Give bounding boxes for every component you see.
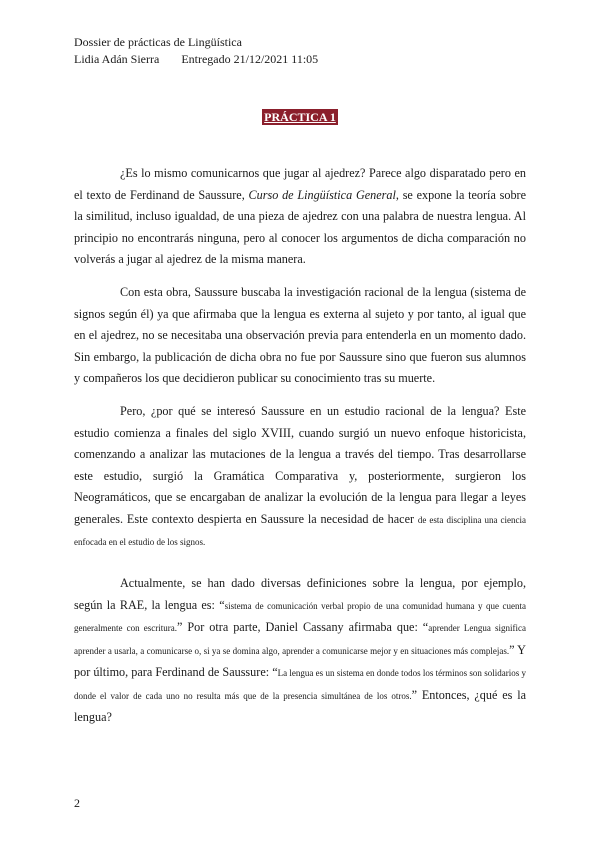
practice-title: PRÁCTICA 1 [264, 110, 336, 124]
paragraph-3-text-b: de esta disciplina una ciencia enfocada en el estudio de los signos. [74, 514, 526, 547]
quote-saussure: La lengua es un sistema en donde todos los términos son solidarios y donde el valor de cada uno no resulta más que de la presencia simultánea de los otros. [74, 668, 526, 701]
header-delivered: Entregado 21/12/2021 11:05 [181, 52, 319, 66]
paragraph-1-text-a: ¿Es lo mismo comunicarnos que jugar al ajedrez? Parece algo disparatado pero en el texto de Ferdinand de Saussure, [74, 166, 526, 202]
paragraph-4-text-d: ” Entonces, ¿qué es la lengua? [74, 687, 526, 724]
quote-rae: sistema de comunicación verbal propio de una comunidad humana y que cuenta generalmente con escritura. [74, 600, 526, 633]
quote-cassany: aprender Lengua significa aprender a usarla, a comunicarse o, si ya se domina algo, aprender a comunicarse mejor y en situaciones más complejas. [74, 623, 526, 656]
paragraph-1-text-b: , se expone la teoría sobre la similitud, incluso igualdad, de una pieza de ajedrez con una palabra de nuestra lengua. Al principio no encontrarás ninguna, pero al conocer los argumentos de dicha comparación no volverás a jugar al ajedrez de la misma manera. [74, 187, 527, 266]
book-title: Curso de Lingüística General [248, 187, 396, 202]
paragraph-2-text: Con esta obra, Saussure buscaba la investigación racional de la lengua (sistema de signos según él) ya que afirmaba que la lengua es externa al sujeto y por tanto, al igual que en el ajedrez, no se necesitaba una observación previa para entenderla en un momento dado. Sin embargo, la publicación de dicha obra no fue por Saussure sino que fueron sus alumnos y compañeros los que decidieron publicar su conocimiento tras su muerte. [74, 285, 526, 385]
title-container [0, 108, 600, 126]
paragraph-4-text-a: Actualmente, se han dado diversas definiciones sobre la lengua, por ejemplo, según la RAE, la lengua es: “ [74, 576, 526, 612]
page-number: 2 [74, 796, 80, 810]
header-course: Dossier de prácticas de Lingüística [74, 35, 242, 49]
header-meta [74, 51, 318, 67]
paragraph-1 [74, 163, 526, 271]
paragraph-3-text-a: Pero, ¿por qué se interesó Saussure en un estudio racional de la lengua? Este estudio comienza a finales del siglo XVIII, cuando surgió un nuevo enfoque historicista, comenzando a analizar las mutaciones de la lengua a través del tiempo. Tras desarrollarse este estudio, surgió la Gramática Comparativa y, posteriormente, surgieron los Neogramáticos, que se encargaban de analizar la evolución de la lengua para llegar a leyes generales. Este contexto despierta en Saussure la necesidad de hacer [74, 404, 526, 526]
paragraph-4 [74, 573, 526, 729]
paragraph-2 [74, 282, 526, 390]
header-author: Lidia Adán Sierra [74, 52, 160, 66]
paragraph-4-text-b: ” Por otra parte, Daniel Cassany afirmaba que: “ [177, 620, 429, 634]
paragraph-4-text-c: ” Y por último, para Ferdinand de Saussure: “ [74, 642, 526, 679]
paragraph-3 [74, 401, 526, 554]
